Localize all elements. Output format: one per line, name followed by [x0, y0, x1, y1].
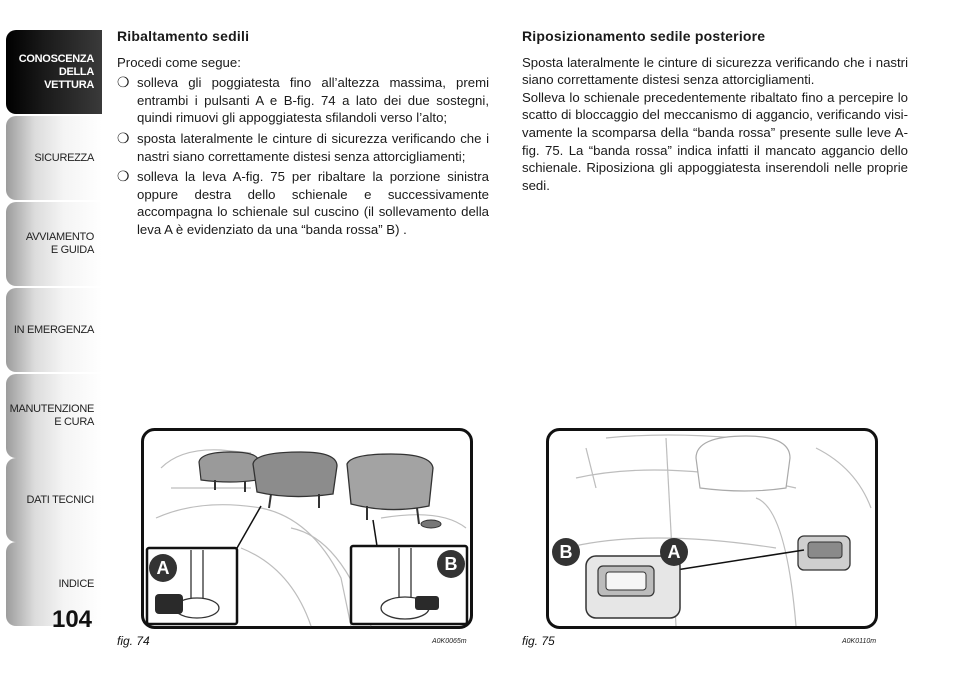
- section-heading-riposizionamento: Riposizionamento sedile posteriore: [522, 28, 766, 44]
- circle-bullet-icon: ❍: [117, 168, 130, 185]
- circle-bullet-icon: ❍: [117, 74, 130, 91]
- figure-75-seat-lever: [546, 428, 878, 629]
- circle-bullet-icon: ❍: [117, 129, 130, 146]
- page-number: 104: [51, 606, 93, 633]
- tab-label: INDICE: [58, 577, 94, 590]
- tab-in-emergenza[interactable]: [6, 288, 102, 372]
- tab-label: IN EMERGENZA: [13, 323, 94, 336]
- callout-letter: A: [667, 541, 681, 562]
- list-item: [117, 130, 489, 165]
- tab-label: AVVIAMENTO E GUIDA: [25, 231, 94, 256]
- callout-letter: B: [559, 541, 573, 562]
- figure-74-headrest-removal: [141, 428, 473, 629]
- headrest-illustration: [141, 428, 473, 629]
- seat-lever-illustration: [546, 428, 878, 629]
- tab-label: SICUREZZA: [34, 151, 94, 164]
- section-heading-ribaltamento: Ribaltamento sedili: [117, 28, 250, 44]
- step-text: solleva la leva A-fig. 75 per ribaltare la porzione sinistra oppure destra dello schienale e successivamente accompagna lo schienale sul cuscino (il sollevamento della leva A è evidenziato da una “banda rossa” B) .: [137, 169, 489, 237]
- paragraph: Sposta lateralmente le cinture di sicurezza verificando che i nastri siano correttamente distesi senza attorcigliamenti.: [522, 54, 908, 88]
- left-column: [117, 28, 489, 242]
- tab-manutenzione-e-cura[interactable]: [6, 374, 102, 458]
- callout-badge-a: [149, 554, 177, 582]
- chapter-sidebar: [0, 0, 104, 677]
- tab-dati-tecnici[interactable]: [6, 458, 102, 542]
- callout-letter: A: [156, 557, 170, 578]
- tab-sicurezza[interactable]: [6, 116, 102, 200]
- tab-label: CONOSCENZA DELLA VETTURA: [18, 52, 94, 91]
- callout-letter: B: [444, 553, 458, 574]
- steps-list: [117, 74, 489, 238]
- callout-badge-a: [660, 538, 688, 566]
- figure-code: A0K0110m: [842, 638, 877, 645]
- step-text: solleva gli poggiatesta fino all’altezza massima, premi entrambi i pulsanti A e B-fig. 74 a lato dei due sostegni, quindi rimuovi gli appoggiatesta sfilandoli verso l’alto;: [137, 75, 489, 126]
- list-item: [117, 74, 489, 127]
- callout-badge-b: [437, 550, 465, 578]
- step-text: sposta lateralmente le cinture di sicurezza verificando che i nastri siano correttamente distesi senza attorcigliamenti;: [137, 130, 489, 164]
- figure-caption: fig. 75: [522, 634, 555, 648]
- intro-text: Procedi come segue:: [117, 54, 241, 70]
- paragraph: Solleva lo schienale precedentemente ribaltato fino a percepire lo scatto di bloccaggio del meccanismo di aggancio, verificando visi-vamente la scomparsa della “banda rossa” presente sulle leve A-fig. 75. La “banda rossa” indica infatti il mancato aggancio dello schienale. Riposiziona gli appoggiatesta inserendoli nelle proprie sedi.: [522, 89, 908, 193]
- tab-conoscenza-della-vettura[interactable]: [6, 30, 102, 114]
- right-column: [522, 28, 908, 194]
- figure-code: A0K0065m: [432, 638, 467, 645]
- tab-avviamento-e-guida[interactable]: [6, 202, 102, 286]
- figure-caption: fig. 74: [117, 634, 150, 648]
- tab-label: DATI TECNICI: [26, 493, 94, 506]
- list-item: [117, 168, 489, 238]
- tab-label: MANUTENZIONE E CURA: [9, 403, 94, 428]
- callout-badge-b: [552, 538, 580, 566]
